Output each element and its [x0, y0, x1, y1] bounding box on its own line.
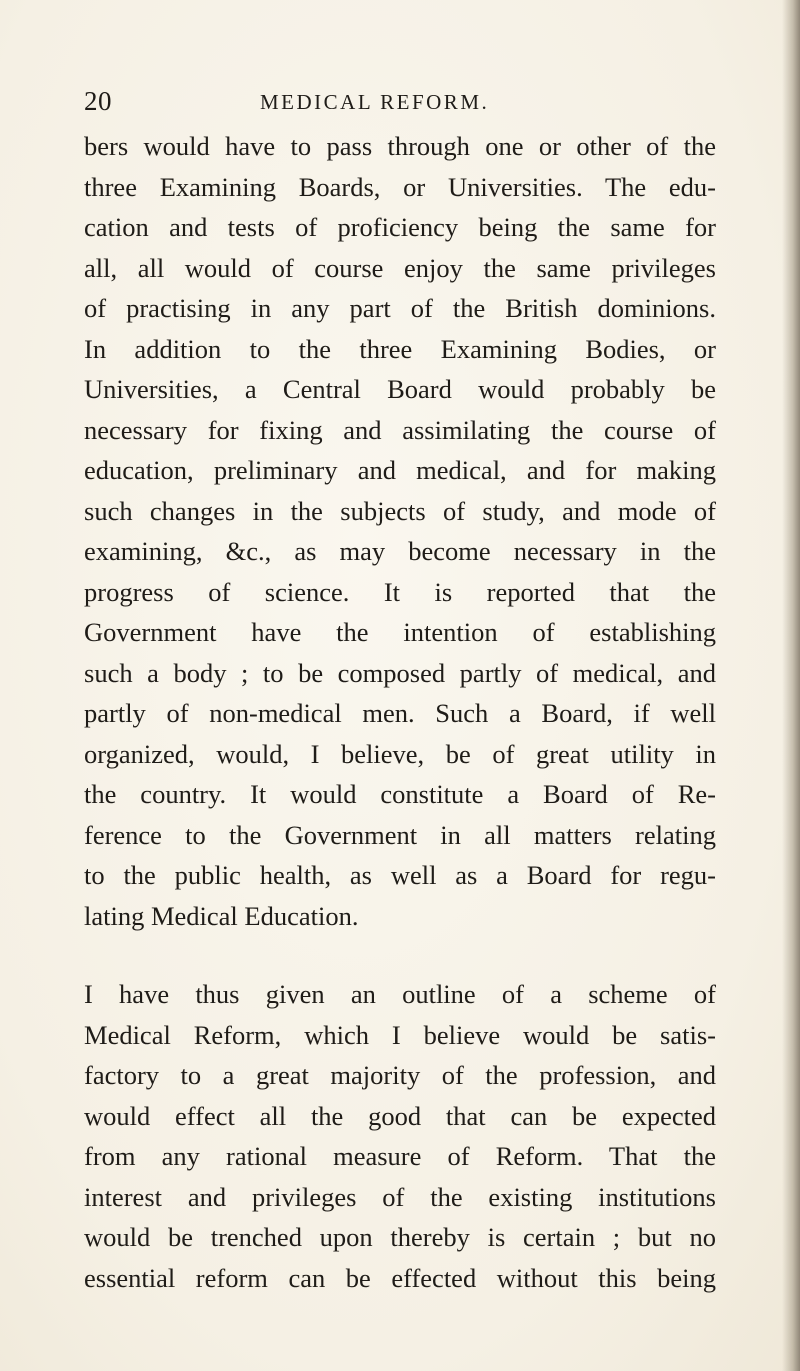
text-line: partly of non-medical men. Such a Board, if well	[84, 698, 716, 728]
text-line: interest and privileges of the existing institutions	[84, 1181, 716, 1212]
text-line: Government have the intention of establishing	[84, 617, 716, 647]
text-line: In addition to the three Examining Bodies, or	[84, 333, 716, 364]
text-line: examining, &c., as may become necessary in the	[84, 536, 716, 566]
text-line: bers would have to pass through one or other of the	[84, 131, 716, 161]
text-line: cation and tests of proficiency being the same for	[84, 212, 716, 242]
text-line: such a body ; to be composed partly of medical, and	[84, 657, 716, 688]
text-line: would be trenched upon thereby is certain ; but no	[84, 1222, 716, 1252]
text-line: Universities, a Central Board would probably be	[84, 374, 716, 404]
page-edge-shadow	[782, 0, 800, 1371]
text-line: Medical Reform, which I believe would be satis-	[84, 1019, 716, 1050]
text-line: three Examining Boards, or Universities. The edu-	[84, 171, 716, 202]
text-line: organized, would, I believe, be of great utility in	[84, 738, 716, 769]
text-line: I have thus given an outline of a scheme of	[84, 979, 716, 1009]
body-text	[84, 126, 716, 1298]
text-line: to the public health, as well as a Board for regu-	[84, 860, 716, 890]
text-line: education, preliminary and medical, and for making	[84, 455, 716, 485]
text-line: such changes in the subjects of study, and mode of	[84, 495, 716, 526]
text-line: essential reform can be effected without this being	[84, 1262, 716, 1293]
running-head: MEDICAL REFORM.	[260, 90, 490, 114]
text-line: from any rational measure of Reform. That the	[84, 1141, 716, 1171]
text-line: would effect all the good that can be expected	[84, 1100, 716, 1131]
paragraph-1	[84, 126, 716, 936]
text-line: the country. It would constitute a Board of Re-	[84, 779, 716, 809]
text-line: lating Medical Education.	[84, 900, 359, 931]
text-line: ference to the Government in all matters relating	[84, 819, 716, 850]
paragraph-2	[84, 974, 716, 1298]
text-line: all, all would of course enjoy the same privileges	[84, 252, 716, 283]
page-number: 20	[84, 86, 112, 116]
text-line: necessary for fixing and assimilating the course of	[84, 414, 716, 445]
page-header	[84, 86, 684, 126]
text-line: progress of science. It is reported that the	[84, 576, 716, 607]
paragraph-gap	[84, 936, 716, 974]
text-line: factory to a great majority of the profession, and	[84, 1060, 716, 1090]
text-line: of practising in any part of the British dominions.	[84, 293, 716, 323]
